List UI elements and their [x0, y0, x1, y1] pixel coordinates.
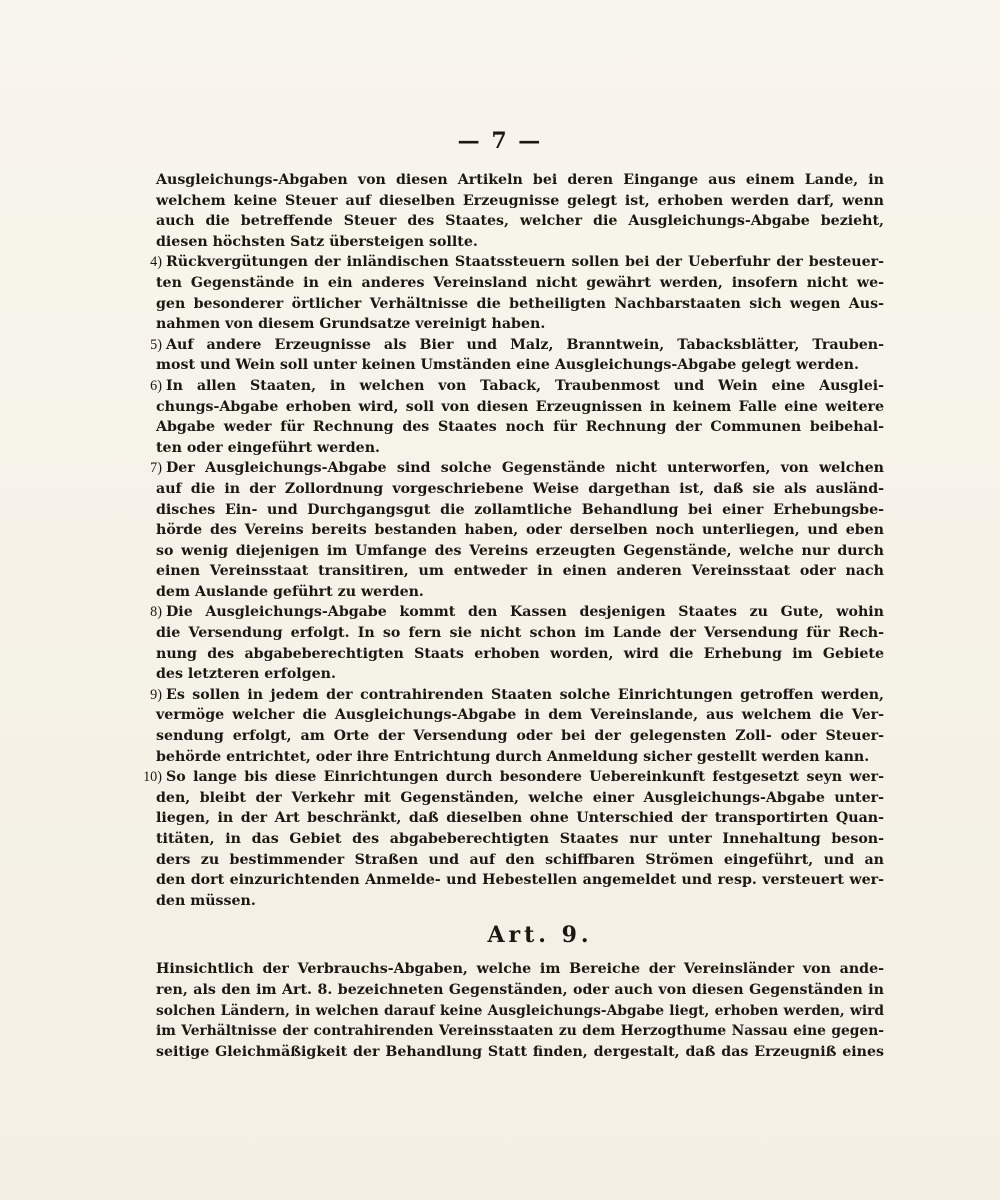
item-number: 9) — [150, 686, 162, 703]
text-line: nahmen von diesem Grundsatze vereinigt haben. — [156, 316, 546, 333]
text-line: Ausgleichungs-Abgaben von diesen Artikeln bei deren Eingange aus einem Lande, in — [156, 172, 884, 188]
item-body — [156, 376, 884, 458]
text-line: diesen höchsten Satz übersteigen sollte. — [156, 233, 478, 250]
article-heading: Art. 9. — [487, 922, 593, 949]
text-line: disches Ein- und Durchgangsgut die zollamtliche Behandlung bei einer Erhebungsbe- — [156, 501, 884, 518]
text-line: most und Wein soll unter keinen Umständen eine Ausgleichungs-Abgabe gelegt werden. — [156, 357, 859, 374]
item-number: 7) — [150, 460, 162, 477]
text-line: dem Auslande geführt zu werden. — [156, 583, 424, 600]
numbered-item — [150, 376, 884, 458]
item-body — [156, 602, 884, 684]
text-line: welchem keine Steuer auf dieselben Erzeugnisse gelegt ist, erhoben werden darf, wenn — [156, 192, 884, 209]
numbered-item — [150, 602, 884, 684]
text-line: Es sollen in jedem der contrahirenden Staaten solche Einrichtungen getroffen werden, — [166, 686, 884, 703]
item-number: 5) — [150, 336, 162, 353]
numbered-item — [143, 767, 884, 911]
text-line: Rückvergütungen der inländischen Staatssteuern sollen bei der Ueberfuhr der besteuer- — [166, 254, 884, 271]
text-line: vermöge welcher die Ausgleichungs-Abgabe in dem Vereinslande, aus welchem die Ver- — [156, 707, 884, 724]
numbered-items — [143, 252, 884, 911]
text-line: liegen, in der Art beschränkt, daß dieselben ohne Unterschied der transportirten Quan- — [156, 810, 884, 827]
text-line: Die Ausgleichungs-Abgabe kommt den Kassen desjenigen Staates zu Gute, wohin — [166, 604, 884, 621]
text-line: so wenig diejenigen im Umfange des Vereins erzeugten Gegenstände, welche nur durch — [156, 542, 884, 559]
article-9-paragraph — [156, 959, 884, 1062]
text-line: gen besonderer örtlicher Verhältnisse die betheiligten Nachbarstaaten sich wegen Aus- — [156, 295, 884, 312]
item-number: 4) — [150, 254, 162, 271]
text-line: ten Gegenstände in ein anderes Vereinsland nicht gewährt werden, insofern nicht we- — [156, 274, 884, 291]
numbered-item — [150, 458, 884, 602]
text-line: Auf andere Erzeugnisse als Bier und Malz, Branntwein, Tabacksblätter, Trauben- — [166, 336, 884, 353]
text-line: ten oder eingeführt werden. — [156, 439, 380, 456]
text-line: nung des abgabeberechtigten Staats erhoben worden, wird die Erhebung im Gebiete — [156, 645, 884, 662]
text-line: auf die in der Zollordnung vorgeschriebene Weise dargethan ist, daß sie als ausländ- — [156, 480, 884, 497]
text-block — [143, 170, 884, 1062]
numbered-item — [150, 685, 884, 767]
text-line: chungs-Abgabe erhoben wird, soll von diesen Erzeugnissen in keinem Falle eine weitere — [156, 398, 884, 415]
text-line: solchen Ländern, in welchen darauf keine Ausgleichungs-Abgabe liegt, erhoben werden, wird — [156, 1002, 884, 1019]
text-line: den müssen. — [156, 892, 256, 909]
text-line: den, bleibt der Verkehr mit Gegenständen, welche einer Ausgleichungs-Abgabe unter- — [156, 789, 884, 806]
text-line: ren, als den im Art. 8. bezeichneten Gegenständen, oder auch von diesen Gegenständen in — [156, 981, 884, 998]
numbered-item — [150, 335, 884, 376]
text-line: einen Vereinsstaat transitiren, um entweder in einen anderen Vereinsstaat oder nach — [156, 563, 884, 580]
item-body — [156, 252, 884, 334]
numbered-item — [150, 252, 884, 334]
text-line: In allen Staaten, in welchen von Taback, Traubenmost und Wein eine Ausglei- — [166, 377, 884, 394]
item-number: 6) — [150, 377, 162, 394]
intro-paragraph — [156, 170, 884, 252]
text-line: seitige Gleichmäßigkeit der Behandlung Statt finden, dergestalt, daß das Erzeugniß eines — [156, 1043, 884, 1060]
text-line: Hinsichtlich der Verbrauchs-Abgaben, welche im Bereiche der Vereinsländer von ande- — [156, 961, 884, 978]
text-line: auch die betreffende Steuer des Staates, welcher die Ausgleichungs-Abgabe bezieht, — [156, 213, 884, 230]
text-line: des letzteren erfolgen. — [156, 666, 336, 683]
page-number: — 7 — — [457, 128, 543, 154]
item-number: 10) — [143, 769, 162, 786]
item-body — [156, 335, 884, 376]
text-line: im Verhältnisse der contrahirenden Vereinsstaaten zu dem Herzogthume Nassau eine gegen- — [156, 1023, 884, 1040]
text-line: ders zu bestimmender Straßen und auf den schiffbaren Strömen eingeführt, und an — [156, 851, 884, 868]
text-line: titäten, in das Gebiet des abgabeberechtigten Staates nur unter Innehaltung beson- — [156, 831, 884, 847]
item-number: 8) — [150, 604, 162, 621]
item-body — [156, 685, 884, 767]
text-line: behörde entrichtet, oder ihre Entrichtung durch Anmeldung sicher gestellt werden kann. — [156, 748, 870, 765]
text-line: den dort einzurichtenden Anmelde- und Hebestellen angemeldet und resp. versteuert wer- — [156, 872, 884, 889]
text-line: So lange bis diese Einrichtungen durch besondere Uebereinkunft festgesetzt seyn wer- — [166, 769, 884, 786]
item-body — [156, 767, 884, 911]
text-line: die Versendung erfolgt. In so fern sie nicht schon im Lande der Versendung für Rech- — [156, 625, 884, 642]
text-line: Der Ausgleichungs-Abgabe sind solche Gegenstände nicht unterworfen, von welchen — [166, 460, 884, 477]
item-body — [156, 458, 884, 602]
text-line: Abgabe weder für Rechnung des Staates noch für Rechnung der Communen beibehal- — [156, 419, 884, 436]
text-line: sendung erfolgt, am Orte der Versendung oder bei der gelegensten Zoll- oder Steuer- — [156, 728, 884, 745]
text-line: hörde des Vereins bereits bestanden haben, oder derselben noch unterliegen, und eben — [156, 522, 884, 539]
